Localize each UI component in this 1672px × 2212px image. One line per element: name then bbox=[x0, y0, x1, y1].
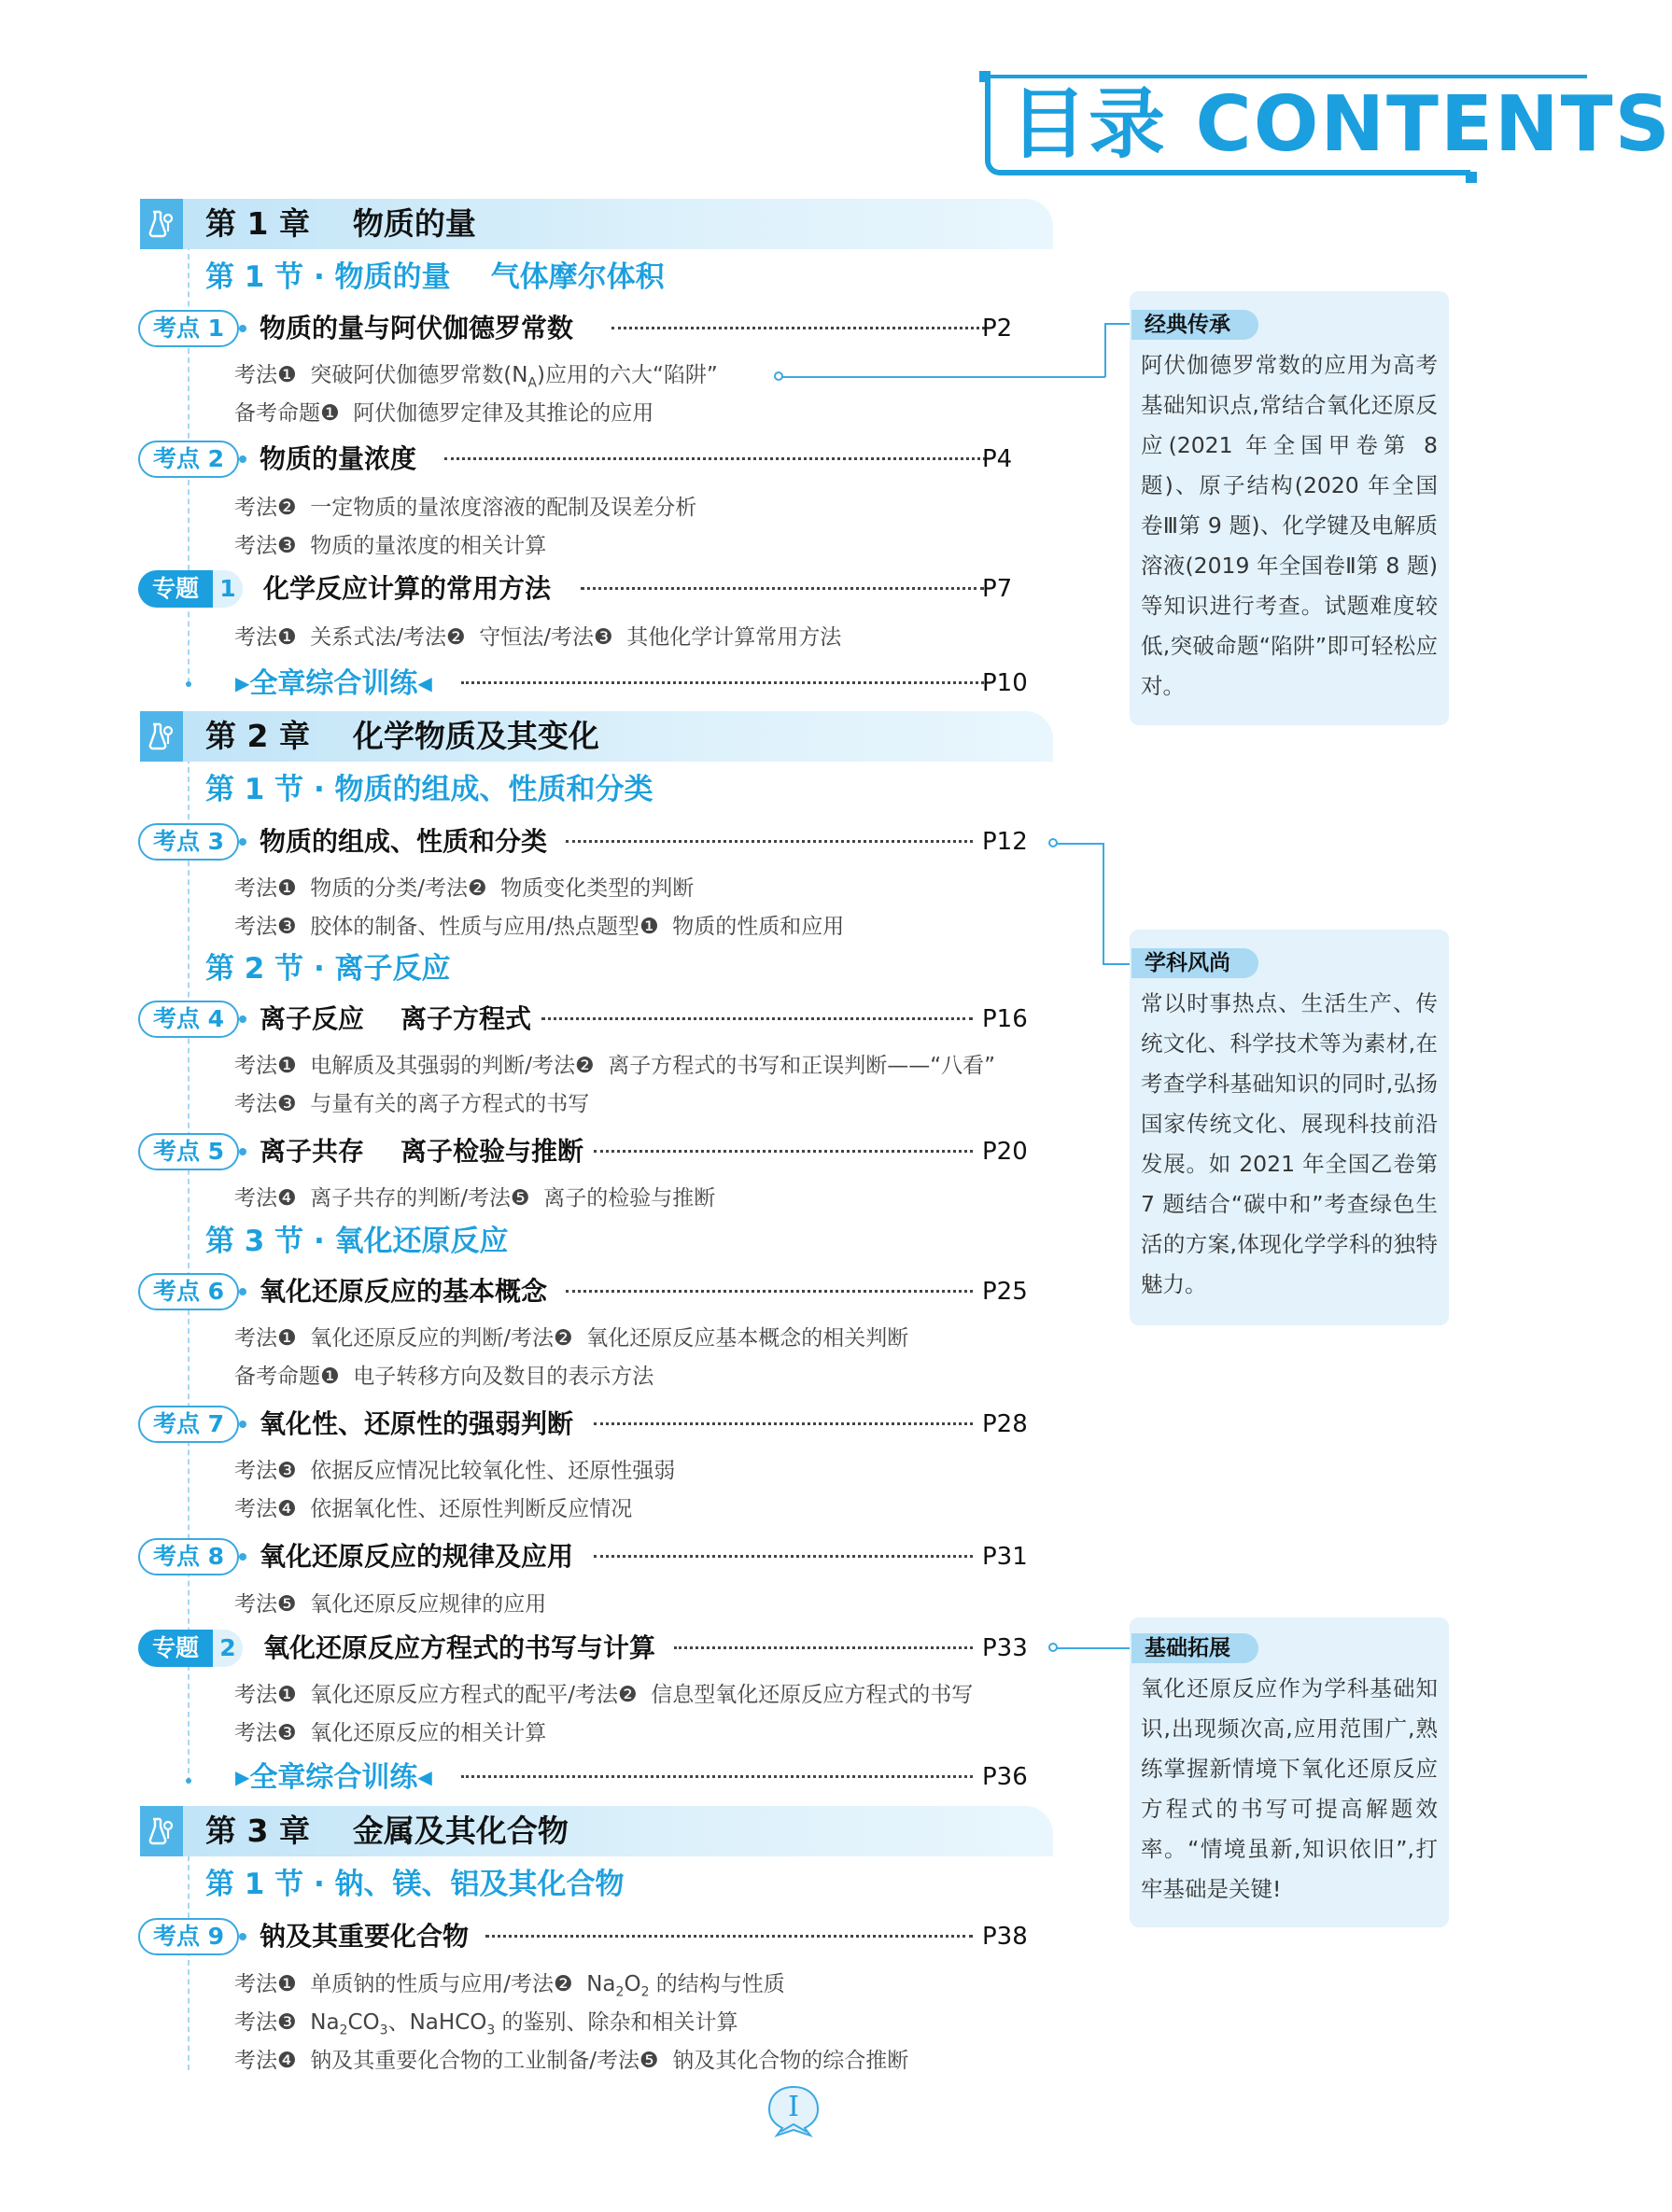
topic-badge: 考点 4 bbox=[138, 1001, 239, 1038]
callout-connector bbox=[1104, 323, 1132, 325]
header-corner-dot bbox=[979, 71, 991, 82]
timeline bbox=[188, 1855, 190, 2070]
topic-method: 考法❸ 氧化还原反应的相关计算 bbox=[234, 1721, 547, 1745]
callout-dot bbox=[1048, 1643, 1058, 1652]
dot-leader bbox=[541, 1017, 973, 1020]
topic-badge: 考点 5 bbox=[138, 1133, 239, 1170]
topic-method: 考法❶ 氧化还原反应的判断/考法❷ 氧化还原反应基本概念的相关判断 bbox=[234, 1326, 909, 1351]
topic-title[interactable]: 化学反应计算的常用方法 bbox=[263, 573, 552, 604]
topic-method: 考法❹ 离子共存的判断/考法❺ 离子的检验与推断 bbox=[234, 1186, 716, 1211]
callout-dot bbox=[774, 371, 783, 381]
topic-method: 考法❶ 单质钠的性质与应用/考法❷ $Na_2O_2$ 的结构与性质 bbox=[234, 1972, 785, 2000]
special-topic-number: 1 bbox=[219, 575, 236, 602]
dot-leader bbox=[611, 327, 985, 329]
topic-method: 考法❸ $Na_2CO_3$、NaHCO$_3$ 的鉴别、除杂和相关计算 bbox=[234, 2010, 738, 2038]
topic-badge: 考点 8 bbox=[138, 1538, 239, 1575]
topic-method: 考法❸ 依据反应情况比较氧化性、还原性强弱 bbox=[234, 1459, 676, 1483]
special-topic-label: 专题 bbox=[138, 1630, 213, 1667]
dot-leader bbox=[566, 840, 973, 843]
callout-connector bbox=[1103, 843, 1104, 964]
dot-leader bbox=[581, 587, 984, 590]
topic-badge: 考点 6 bbox=[138, 1273, 239, 1310]
topic-badge: 考点 7 bbox=[138, 1406, 239, 1443]
topic-method: 考法❸ 物质的量浓度的相关计算 bbox=[234, 534, 547, 558]
page-number: I bbox=[788, 2091, 799, 2123]
dot-leader bbox=[485, 1935, 973, 1938]
section-title: 第 1 节 · 物质的组成、性质和分类 bbox=[205, 773, 653, 806]
callout-dot bbox=[1048, 838, 1058, 847]
special-topic-badge bbox=[138, 1630, 243, 1667]
section-title: 第 2 节 · 离子反应 bbox=[205, 952, 451, 986]
topic-badge: 考点 9 bbox=[138, 1918, 239, 1955]
page-ref[interactable]: P25 bbox=[982, 1278, 1028, 1306]
topic-method: 考法❹ 钠及其重要化合物的工业制备/考法❺ 钠及其化合物的综合推断 bbox=[234, 2049, 909, 2073]
timeline-dot bbox=[186, 681, 191, 687]
page-ref[interactable]: P36 bbox=[982, 1763, 1028, 1791]
flask-icon bbox=[140, 1806, 183, 1856]
page-ref[interactable]: P28 bbox=[982, 1410, 1028, 1438]
special-topic-label: 专题 bbox=[138, 570, 213, 608]
topic-method: 考法❸ 与量有关的离子方程式的书写 bbox=[234, 1092, 590, 1116]
sidebar-label: 学科风尚 bbox=[1131, 948, 1258, 978]
special-topic-badge bbox=[138, 570, 243, 608]
dot-leader bbox=[566, 1290, 973, 1293]
sidebar-label: 基础拓展 bbox=[1131, 1633, 1258, 1663]
triangle-icon: ▶ bbox=[235, 1766, 250, 1788]
topic-method: 考法❷ 一定物质的量浓度溶液的配制及误差分析 bbox=[234, 496, 697, 520]
triangle-icon: ◀ bbox=[417, 672, 432, 694]
topic-badge: 考点 2 bbox=[138, 441, 239, 478]
topic-badge: 考点 3 bbox=[138, 823, 239, 861]
review-title[interactable]: ▶全章综合训练◀ bbox=[235, 667, 432, 700]
topic-method: 考法❺ 氧化还原反应规律的应用 bbox=[234, 1592, 547, 1617]
page-ref[interactable]: P7 bbox=[982, 575, 1013, 603]
topic-title[interactable]: 离子共存 离子检验与推断 bbox=[260, 1136, 583, 1167]
chapter-title: 第 3 章 金属及其化合物 bbox=[205, 1813, 569, 1849]
dot-leader bbox=[444, 457, 986, 460]
topic-badge: 考点 1 bbox=[138, 310, 239, 347]
chapter-title: 第 1 章 物质的量 bbox=[205, 205, 476, 242]
topic-title[interactable]: 氧化性、还原性的强弱判断 bbox=[260, 1408, 574, 1439]
dot-leader bbox=[594, 1150, 973, 1153]
sidebar-text: 氧化还原反应作为学科基础知识,出现频次高,应用范围广,熟练掌握新情境下氧化还原反应方程式的书写可提高解题效率。“情境虽新,知识依旧”,打牢基础是关键! bbox=[1141, 1675, 1438, 1902]
topic-method: 考法❸ 胶体的制备、性质与应用/热点题型❶ 物质的性质和应用 bbox=[234, 915, 845, 939]
topic-title[interactable]: 氧化还原反应的规律及应用 bbox=[260, 1541, 574, 1572]
sidebar-text: 阿伏伽德罗常数的应用为高考基础知识点,常结合氧化还原反应(2021 年全国甲卷第 8 题)、原子结构(2020 年全国卷Ⅲ第 9 题)、化学键及电解质溶液(2019 年全国卷Ⅱ第 8 题)等知识进行考查。试题难度较低,突破命题“陷阱”即可轻松应对。 bbox=[1141, 352, 1438, 699]
topic-method: 考法❶ 突破阿伏伽德罗常数$(N_A)$应用的六大“陷阱” bbox=[234, 363, 718, 391]
chapter-title: 第 2 章 化学物质及其变化 bbox=[205, 718, 599, 754]
page-ref[interactable]: P16 bbox=[982, 1005, 1028, 1033]
callout-connector bbox=[780, 376, 1105, 378]
topic-title[interactable]: 氧化还原反应的基本概念 bbox=[260, 1276, 548, 1307]
flask-icon bbox=[140, 199, 183, 249]
header-corner-dot bbox=[1466, 172, 1477, 183]
flask-icon bbox=[140, 711, 183, 762]
dot-leader bbox=[594, 1555, 973, 1558]
topic-title[interactable]: 离子反应 离子方程式 bbox=[260, 1003, 531, 1034]
special-topic-number: 2 bbox=[219, 1634, 236, 1661]
topic-title[interactable]: 物质的量与阿伏伽德罗常数 bbox=[260, 313, 574, 343]
callout-connector bbox=[1055, 1647, 1131, 1649]
page-ref[interactable]: P10 bbox=[982, 669, 1028, 697]
triangle-icon: ▶ bbox=[235, 672, 250, 694]
sidebar-label: 经典传承 bbox=[1131, 310, 1258, 340]
page-title: 目录 CONTENTS bbox=[1010, 80, 1672, 169]
page-ref[interactable]: P31 bbox=[982, 1543, 1028, 1571]
dot-leader bbox=[461, 681, 984, 684]
topic-method: 考法❶ 电解质及其强弱的判断/考法❷ 离子方程式的书写和正误判断——“八看” bbox=[234, 1054, 996, 1078]
page-ref[interactable]: P2 bbox=[982, 315, 1013, 343]
section-title: 第 1 节 · 钠、镁、铝及其化合物 bbox=[205, 1868, 625, 1901]
topic-title[interactable]: 氧化还原反应方程式的书写与计算 bbox=[263, 1632, 656, 1663]
topic-method: 考法❹ 依据氧化性、还原性判断反应情况 bbox=[234, 1497, 633, 1521]
callout-connector bbox=[1055, 843, 1103, 845]
topic-method: 考法❶ 氧化还原反应方程式的配平/考法❷ 信息型氧化还原反应方程式的书写 bbox=[234, 1683, 974, 1707]
page-ref[interactable]: P20 bbox=[982, 1138, 1028, 1166]
page-ref[interactable]: P12 bbox=[982, 828, 1028, 856]
section-title: 第 1 节 · 物质的量 气体摩尔体积 bbox=[205, 260, 665, 294]
topic-method: 备考命题❶ 电子转移方向及数目的表示方法 bbox=[234, 1365, 654, 1389]
dot-leader bbox=[594, 1422, 973, 1425]
review-title[interactable]: ▶全章综合训练◀ bbox=[235, 1761, 432, 1794]
callout-connector bbox=[1103, 963, 1131, 965]
sidebar-text: 常以时事热点、生活生产、传统文化、科学技术等为素材,在考查学科基础知识的同时,弘扬国家传统文化、展现科技前沿发展。如 2021 年全国乙卷第 7 题结合“碳中和”考查绿色生活的方案,体现化学学科的独特魅力。 bbox=[1141, 990, 1438, 1297]
topic-method: 考法❶ 关系式法/考法❷ 守恒法/考法❸ 其他化学计算常用方法 bbox=[234, 625, 842, 650]
timeline-dot bbox=[186, 1778, 191, 1784]
callout-connector bbox=[1104, 323, 1106, 377]
triangle-icon: ◀ bbox=[417, 1766, 432, 1788]
page-ref[interactable]: P4 bbox=[982, 445, 1013, 473]
topic-title[interactable]: 钠及其重要化合物 bbox=[260, 1921, 470, 1952]
dot-leader bbox=[461, 1775, 973, 1778]
section-title: 第 3 节 · 氧化还原反应 bbox=[205, 1225, 509, 1258]
dot-leader bbox=[674, 1646, 973, 1649]
page-ref[interactable]: P33 bbox=[982, 1634, 1028, 1662]
topic-method: 考法❶ 物质的分类/考法❷ 物质变化类型的判断 bbox=[234, 876, 695, 901]
page-ref[interactable]: P38 bbox=[982, 1923, 1028, 1951]
topic-title[interactable]: 物质的组成、性质和分类 bbox=[260, 826, 548, 857]
topic-title[interactable]: 物质的量浓度 bbox=[260, 443, 417, 474]
topic-method: 备考命题❶ 阿伏伽德罗定律及其推论的应用 bbox=[234, 401, 654, 426]
